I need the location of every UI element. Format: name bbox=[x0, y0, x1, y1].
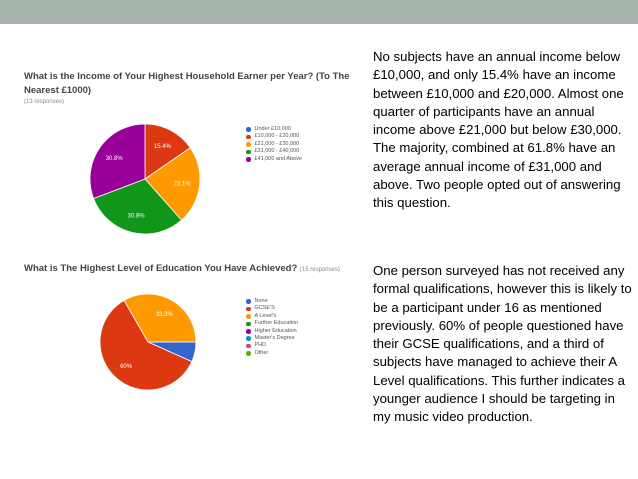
income-legend-swatch bbox=[246, 127, 251, 132]
education-legend-item-higher-education bbox=[246, 328, 298, 335]
education-legend-item-none bbox=[246, 298, 298, 305]
income-legend-label: £21,000 - £30,000 bbox=[254, 140, 300, 147]
income-legend-label: Under £10,000 bbox=[254, 126, 291, 132]
education-legend-label: PHD bbox=[254, 342, 267, 349]
education-legend-label: GCSE'S bbox=[254, 305, 275, 312]
education-legend-swatch bbox=[246, 336, 251, 341]
income-slice-label-21-000-30-000: 23.1% bbox=[173, 181, 191, 188]
income-legend-item-10-000-20-000 bbox=[246, 133, 302, 140]
education-legend-item-master-s-degree bbox=[246, 335, 298, 342]
top-banner bbox=[0, 0, 638, 24]
income-legend-label: £41,000 and Above bbox=[254, 155, 302, 162]
education-legend-item-gcse-s bbox=[246, 305, 298, 312]
income-slice-label-41-000-and-above: 30.8% bbox=[105, 155, 123, 162]
education-legend-label: Master's Degree bbox=[254, 334, 295, 341]
education-legend-swatch bbox=[246, 307, 251, 312]
education-chart-responses: (15 responses) bbox=[299, 267, 340, 273]
education-legend-label: None bbox=[254, 298, 268, 304]
income-legend-swatch bbox=[246, 150, 251, 155]
education-legend-item-phd bbox=[246, 342, 298, 349]
income-legend-item-21-000-30-000 bbox=[246, 141, 302, 148]
education-legend-item-a-level-s bbox=[246, 313, 298, 320]
education-pie-chart bbox=[100, 294, 200, 394]
education-legend-label: Higher Education bbox=[254, 327, 297, 334]
income-legend-item-under-10-000 bbox=[246, 126, 302, 133]
education-legend-item-other bbox=[246, 350, 298, 357]
income-pie-chart bbox=[90, 124, 200, 234]
income-legend-item-41-000-and-above bbox=[246, 156, 302, 163]
income-description: No subjects have an annual income below £10,000, and only 15.4% have an income between £10,000 and £20,000. Almost one quarter of participants have an annual income above £21,000 but below £30,000. The majority, combined at 61.8% have an average annual income of £31,000 and above. Two people opted out of answering this question. bbox=[373, 49, 624, 211]
income-legend-label: £31,000 - £40,000 bbox=[254, 148, 300, 155]
education-legend-item-further-education bbox=[246, 320, 298, 327]
income-legend-swatch bbox=[246, 142, 251, 147]
education-chart-heading bbox=[24, 262, 369, 277]
education-description: One person surveyed has not received any formal qualifications, however this is likely to be a participant under 16 as mentioned previously. 60% of people questioned have their GCSE qualifications, and a third of subjects have managed to achieve their A Level qualifications. This further indicates a younger audience I should be targeting in my music video production. bbox=[373, 263, 632, 425]
education-chart-legend bbox=[246, 298, 298, 357]
income-legend-swatch bbox=[246, 135, 251, 140]
income-slice-label-31-000-40-000: 30.8% bbox=[127, 213, 145, 220]
education-legend-swatch bbox=[246, 329, 251, 334]
education-chart-title: What is The Highest Level of Education You Have Achieved? bbox=[24, 263, 298, 274]
education-legend-swatch bbox=[246, 351, 251, 356]
education-legend-label: Further Education bbox=[254, 320, 299, 327]
education-chart-panel bbox=[10, 258, 362, 408]
income-chart-legend bbox=[246, 126, 302, 163]
education-slice-label-gcse-s: 60% bbox=[120, 364, 133, 371]
education-legend-swatch bbox=[246, 299, 251, 304]
income-chart-title: What is the Income of Your Highest Household Earner per Year? (To The Nearest £1000) bbox=[24, 71, 350, 96]
education-legend-label: A Level's bbox=[254, 312, 277, 319]
income-legend-swatch bbox=[246, 157, 251, 162]
income-chart-responses: (13 responses) bbox=[24, 99, 65, 105]
education-legend-label: Other bbox=[254, 349, 269, 356]
income-chart-panel bbox=[10, 62, 362, 242]
education-legend-swatch bbox=[246, 314, 251, 319]
income-legend-label: £10,000 - £20,000 bbox=[254, 133, 300, 140]
education-legend-swatch bbox=[246, 344, 251, 349]
income-legend-item-31-000-40-000 bbox=[246, 148, 302, 155]
education-slice-label-a-level-s: 33.3% bbox=[155, 311, 173, 318]
education-legend-swatch bbox=[246, 322, 251, 327]
income-slice-label-10-000-20-000: 15.4% bbox=[153, 143, 171, 150]
